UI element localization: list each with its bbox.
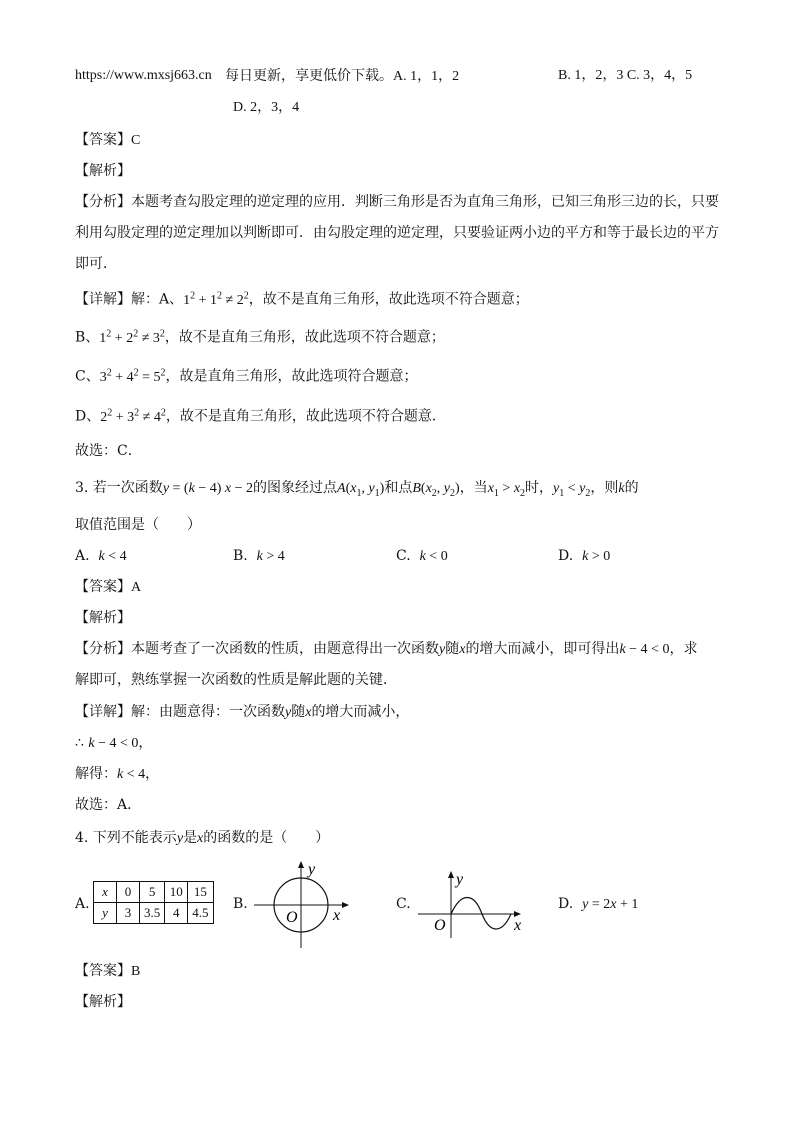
table-cell: 4.5 — [188, 903, 213, 924]
answer-label: 【答案】 — [75, 132, 131, 148]
y-axis-arrow-icon — [448, 871, 454, 878]
table-cell: 5 — [140, 882, 165, 903]
table-cell: 15 — [188, 882, 213, 903]
q3-point-b: $B(x_2$, $y_2$) — [412, 481, 460, 499]
axis-y-label: y — [456, 871, 464, 888]
option-letter: B. — [233, 548, 248, 564]
detail-d-tail: ，故不是直角三角形，故此选项不符合题意． — [165, 408, 446, 425]
q3-stem-5: 时， — [525, 480, 554, 496]
q2-analysis-label: 【解析】 — [75, 163, 131, 179]
answer-value: A — [131, 580, 142, 595]
q4-analysis-label: 【解析】 — [75, 994, 131, 1010]
q3-function-rhs: = (k − 4) x − 2 — [169, 481, 253, 496]
answer-value: B — [131, 964, 141, 979]
q3-ineq-2: k − 4 < 0， — [88, 736, 153, 751]
option-letter: D. — [558, 896, 574, 912]
q3-k: k — [618, 481, 625, 496]
axis-x-label: x — [514, 917, 522, 934]
q3-detail-3: 的增大而减小， — [311, 704, 410, 720]
q3-analysis-1: 【分析】本题考查了一次函数的性质，由题意得出一次函数 — [75, 641, 439, 657]
q3-option-c[interactable] — [396, 546, 448, 567]
notice-text: 每日更新，享更低价下载。 — [225, 68, 393, 84]
q3-choose: 故选：A． — [75, 797, 142, 813]
q2-option-a: A. 1，1，2 — [393, 69, 460, 84]
q3-stem-6: ，则 — [590, 480, 619, 496]
q2-options-bc: B. 1，2，3 C. 3，4，5 — [558, 68, 693, 83]
formula-b: $1^2 + 2^2 \ne 3^2$ — [99, 328, 165, 346]
option-math: y = 2x + 1 — [582, 897, 639, 912]
q3-analysis-3: 的增大而减小，即可得出 — [465, 641, 620, 657]
update-notice — [225, 66, 459, 87]
option-math: k < 0 — [419, 549, 448, 564]
wave-curve — [451, 898, 511, 930]
q3-function: y — [162, 481, 170, 496]
q4-option-c-graph — [416, 868, 528, 940]
q3-option-b[interactable] — [233, 546, 285, 567]
site-url[interactable]: https://www.mxsj663.cn — [75, 68, 212, 83]
var-x: x — [197, 831, 204, 846]
q2-choose: 故选：C． — [75, 443, 142, 459]
detail-b-prefix: B、 — [75, 329, 100, 346]
axis-y-label: y — [308, 861, 316, 878]
q2-analysis-line3: 即可． — [75, 256, 117, 272]
var-y: y — [439, 642, 446, 657]
q4-option-b-graph — [250, 858, 360, 950]
table-cell: x — [94, 882, 117, 903]
q4-option-a-table — [93, 881, 214, 924]
q4-option-c-label[interactable]: C. — [396, 896, 411, 912]
q2-analysis-line2: 利用勾股定理的逆定理加以判断即可．由勾股定理的逆定理，只要验证两小边的平方和等于最长边的平方 — [75, 225, 719, 241]
detail-a-tail: ，故不是直角三角形，故此选项不符合题意； — [248, 291, 529, 308]
therefore-symbol: ∴ — [75, 735, 84, 751]
q3-result: k < 4， — [117, 767, 160, 782]
q2-answer — [75, 130, 140, 151]
q3-stem-2: 的图象经过点 — [253, 480, 337, 496]
q3-option-d[interactable] — [558, 546, 610, 567]
q3-analysis-2: 随 — [445, 641, 460, 657]
table-cell: 0 — [117, 882, 140, 903]
q3-stem-1: 3. 若一次函数 — [75, 480, 163, 496]
q4-stem — [75, 828, 329, 849]
q3-option-a[interactable] — [75, 546, 127, 567]
q4-option-d[interactable] — [558, 894, 638, 915]
q3-detail-line1 — [75, 702, 409, 723]
q3-analysis-line2: 解即可，熟练掌握一次函数的性质是解此题的关键． — [75, 672, 397, 688]
q2-detail-c — [75, 363, 418, 388]
q3-analysis-4: ，求 — [669, 641, 698, 657]
var-x: x — [459, 642, 466, 657]
q2-analysis-line1: 【分析】本题考查勾股定理的逆定理的应用．判断三角形是否为直角三角形，已知三角形三边的长，只要 — [75, 194, 719, 210]
q3-point-a: $A(x_1$, $y_1$) — [337, 481, 385, 499]
table-cell: 10 — [165, 882, 188, 903]
q3-answer — [75, 577, 141, 598]
q2-detail-d — [75, 403, 446, 428]
q3-detail-2: 随 — [291, 704, 306, 720]
q2-detail-a — [75, 286, 529, 311]
q3-stem-3: 和点 — [384, 480, 413, 496]
q4-stem-1: 4. 下列不能表示 — [75, 830, 177, 846]
q3-ineq: k − 4 < 0 — [619, 642, 670, 657]
axis-x-label: x — [333, 907, 341, 924]
q3-cond-x: $x_1 > x_2$ — [487, 481, 526, 499]
var-x: x — [305, 705, 312, 720]
option-letter: C. — [396, 548, 411, 564]
table-row — [94, 903, 214, 924]
answer-value: C — [131, 133, 141, 148]
q2-option-d: D. 2，3，4 — [233, 100, 300, 115]
detail-c-prefix: C、 — [75, 368, 100, 385]
q4-answer — [75, 961, 140, 982]
q3-detail-1: 【详解】解：由题意得：一次函数 — [75, 704, 285, 720]
table-cell: 4 — [165, 903, 188, 924]
table-cell: 3 — [117, 903, 140, 924]
table-cell: y — [94, 903, 117, 924]
answer-label: 【答案】 — [75, 579, 131, 595]
option-math: k > 4 — [256, 549, 285, 564]
q3-analysis-label: 【解析】 — [75, 610, 131, 626]
formula-c: $3^2 + 4^2 = 5^2$ — [99, 367, 166, 385]
table-cell: 3.5 — [140, 903, 165, 924]
q3-detail-line2 — [75, 733, 152, 754]
table-row — [94, 882, 214, 903]
var-y: y — [285, 705, 292, 720]
q3-analysis-line1 — [75, 639, 697, 660]
q4-option-a-label[interactable]: A. — [75, 896, 90, 912]
detail-c-tail: ，故是直角三角形，故此选项符合题意； — [165, 368, 418, 385]
formula-d: $2^2 + 3^2 \ne 4^2$ — [100, 407, 166, 425]
q2-detail-b — [75, 324, 445, 349]
origin-label: O — [434, 917, 446, 934]
q3-cond-y: $y_1 < y_2$ — [553, 481, 591, 499]
q3-stem-line2: 取值范围是（ ） — [75, 517, 201, 533]
q4-stem-2: 是 — [183, 830, 198, 846]
q4-stem-3: 的函数的是（ ） — [203, 830, 330, 846]
q3-stem-4: ，当 — [459, 480, 488, 496]
option-letter: D. — [558, 548, 574, 564]
detail-d-prefix: D、 — [75, 408, 101, 425]
detail-b-tail: ，故不是直角三角形，故此选项不符合题意； — [164, 329, 445, 346]
x-axis-arrow-icon — [342, 902, 349, 908]
q3-detail-line3 — [75, 764, 159, 785]
q4-option-b-label[interactable]: B. — [233, 896, 248, 912]
q3-stem-line1 — [75, 478, 639, 504]
origin-label: O — [286, 909, 298, 926]
var-y: y — [176, 831, 184, 846]
option-math: k < 4 — [98, 549, 127, 564]
y-axis-arrow-icon — [298, 861, 304, 868]
q3-stem-7: 的 — [624, 480, 639, 496]
option-letter: A. — [75, 548, 90, 564]
answer-label: 【答案】 — [75, 963, 131, 979]
formula-a: $1^2 + 1^2 \ne 2^2$ — [183, 290, 249, 308]
option-math: k > 0 — [582, 549, 611, 564]
detail-prefix: 【详解】解：A、 — [75, 291, 184, 308]
q3-solve: 解得： — [75, 766, 117, 782]
